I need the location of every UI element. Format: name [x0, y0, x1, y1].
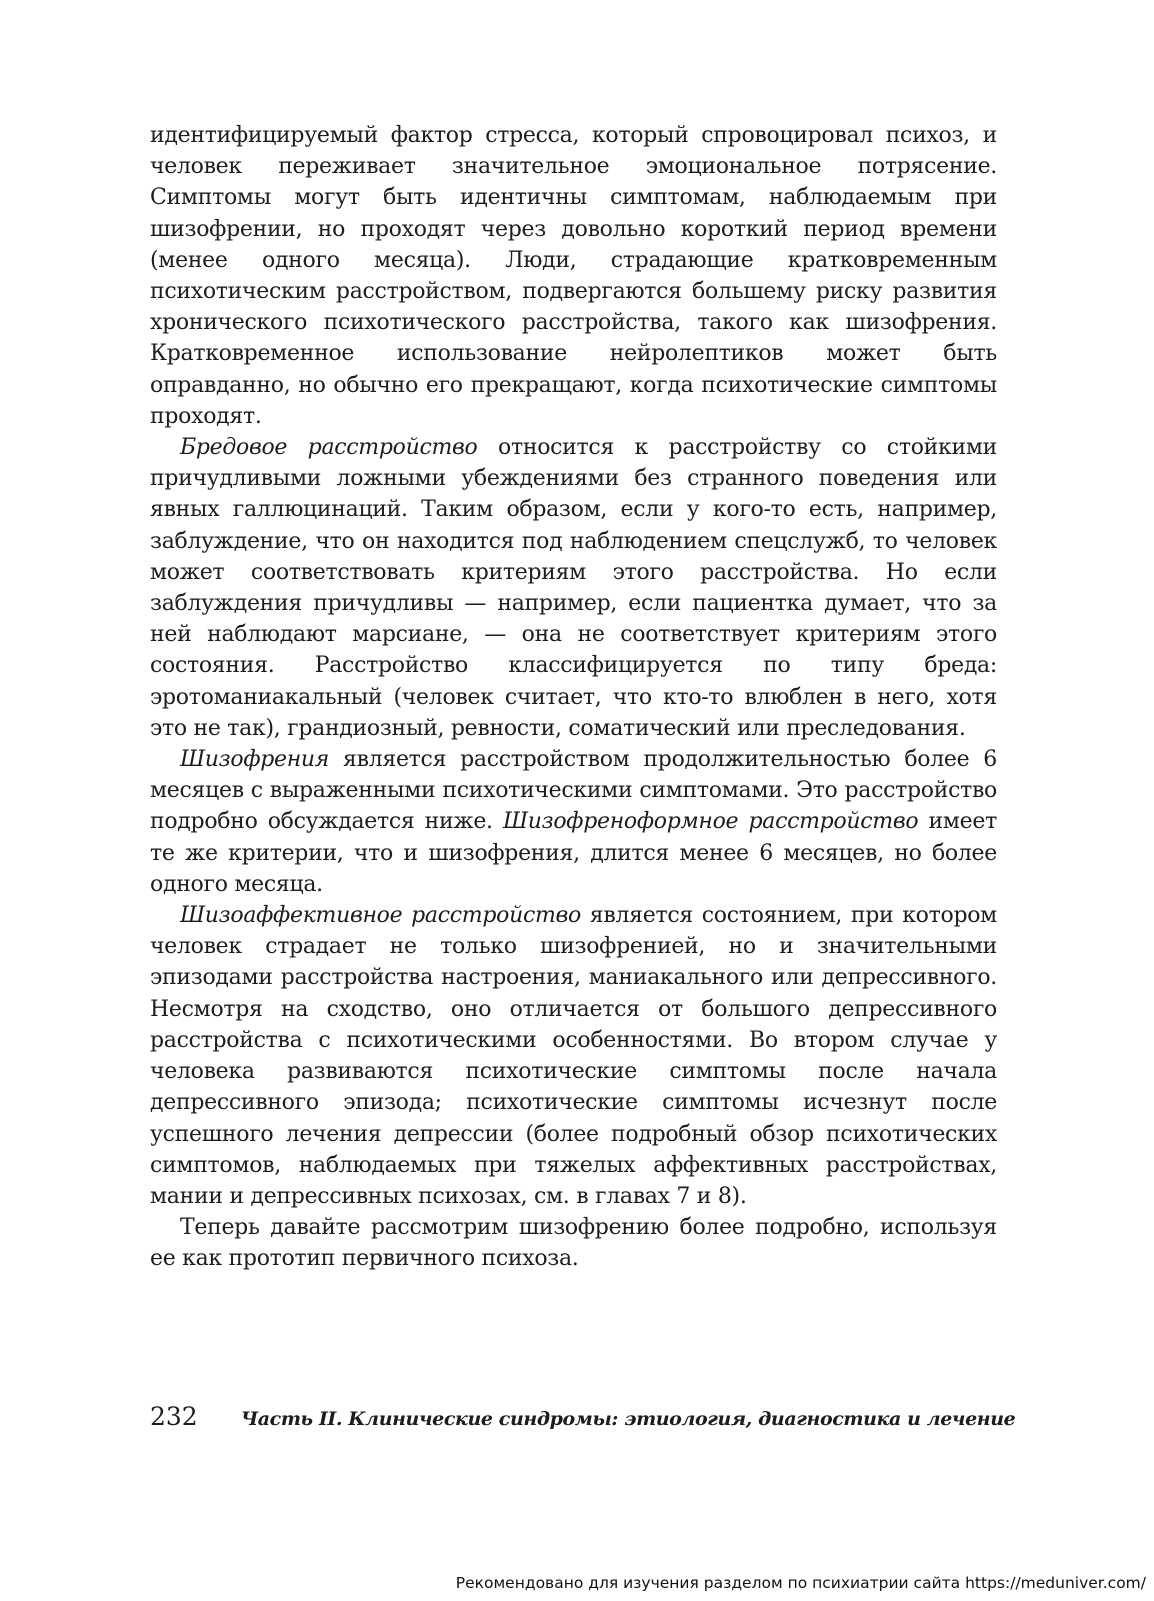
term-italic: Шизофрения: [180, 747, 330, 773]
text-run: имеет те же критерии, что и шизофрения, длится менее 6 месяцев, но более одного месяца.: [150, 809, 997, 897]
page-number: 232: [150, 1402, 198, 1431]
paragraph-p5: [150, 1212, 997, 1274]
body-text: [150, 120, 997, 1275]
term-italic: Шизофреноформное расстройство: [502, 809, 919, 835]
text-run: является расстройством продолжительностью более 6 месяцев с выраженными психотическими симптомами. Это расстройство подробно обсуждается ниже.: [150, 747, 997, 835]
term-italic: Бредовое расстройство: [180, 435, 478, 461]
paragraph-p3: [150, 744, 997, 900]
page-footer: [150, 1402, 1016, 1434]
text-run: идентифицируемый фактор стресса, который спровоцировал психоз, и человек переживает значительное эмоциональное потрясение. Симптомы могут быть идентичны симптомам, наблюдаемым при шизофрении, но проходят через довольно короткий период времени (менее одного месяца). Люди, страдающие кратковременным психотическим расстройством, подвергаются большему риску развития хронического психотического расстройства, такого как шизофрения. Кратковременное использование нейролептиков может быть оправданно, но обычно его прекращают, когда психотические симптомы проходят.: [150, 123, 997, 429]
text-run: является состоянием, при котором человек страдает не только шизофренией, но и значительными эпизодами расстройства настроения, маниакального или депрессивного. Несмотря на сходство, оно отличается от большого депрессивного расстройства с психотическими особенностями. Во втором случае у человека развиваются психотические симптомы после начала депрессивного эпизода; психотические симптомы исчезнут после успешного лечения депрессии (более подробный обзор психотических симптомов, наблюдаемых при тяжелых аффективных расстройствах, мании и депрессивных психозах, см. в главах 7 и 8).: [150, 903, 997, 1209]
text-run: Теперь давайте рассмотрим шизофрению более подробно, используя ее как прототип первичного психоза.: [150, 1215, 997, 1272]
watermark-text: Рекомендовано для изучения разделом по психиатрии сайта https://meduniver.com/: [455, 1574, 1146, 1592]
paragraph-p2: [150, 432, 997, 744]
paragraph-p1: [150, 120, 997, 432]
paragraph-p4: [150, 900, 997, 1212]
term-italic: Шизоаффективное расстройство: [180, 903, 581, 929]
running-head: Часть II. Клинические синдромы: этиология, диагностика и лечение: [240, 1408, 1016, 1430]
text-run: относится к расстройству со стойкими причудливыми ложными убеждениями без странного поведения или явных галлюцинаций. Таким образом, если у кого-то есть, например, заблуждение, что он находится под наблюдением спецслужб, то человек может соответствовать критериям этого расстройства. Но если заблуждения причудливы — например, если пациентка думает, что за ней наблюдают марсиане, — она не соответствует критериям этого состояния. Расстройство классифицируется по типу бреда: эротоманиакальный (человек считает, что кто-то влюблен в него, хотя это не так), грандиозный, ревности, соматический или преследования.: [150, 435, 997, 741]
